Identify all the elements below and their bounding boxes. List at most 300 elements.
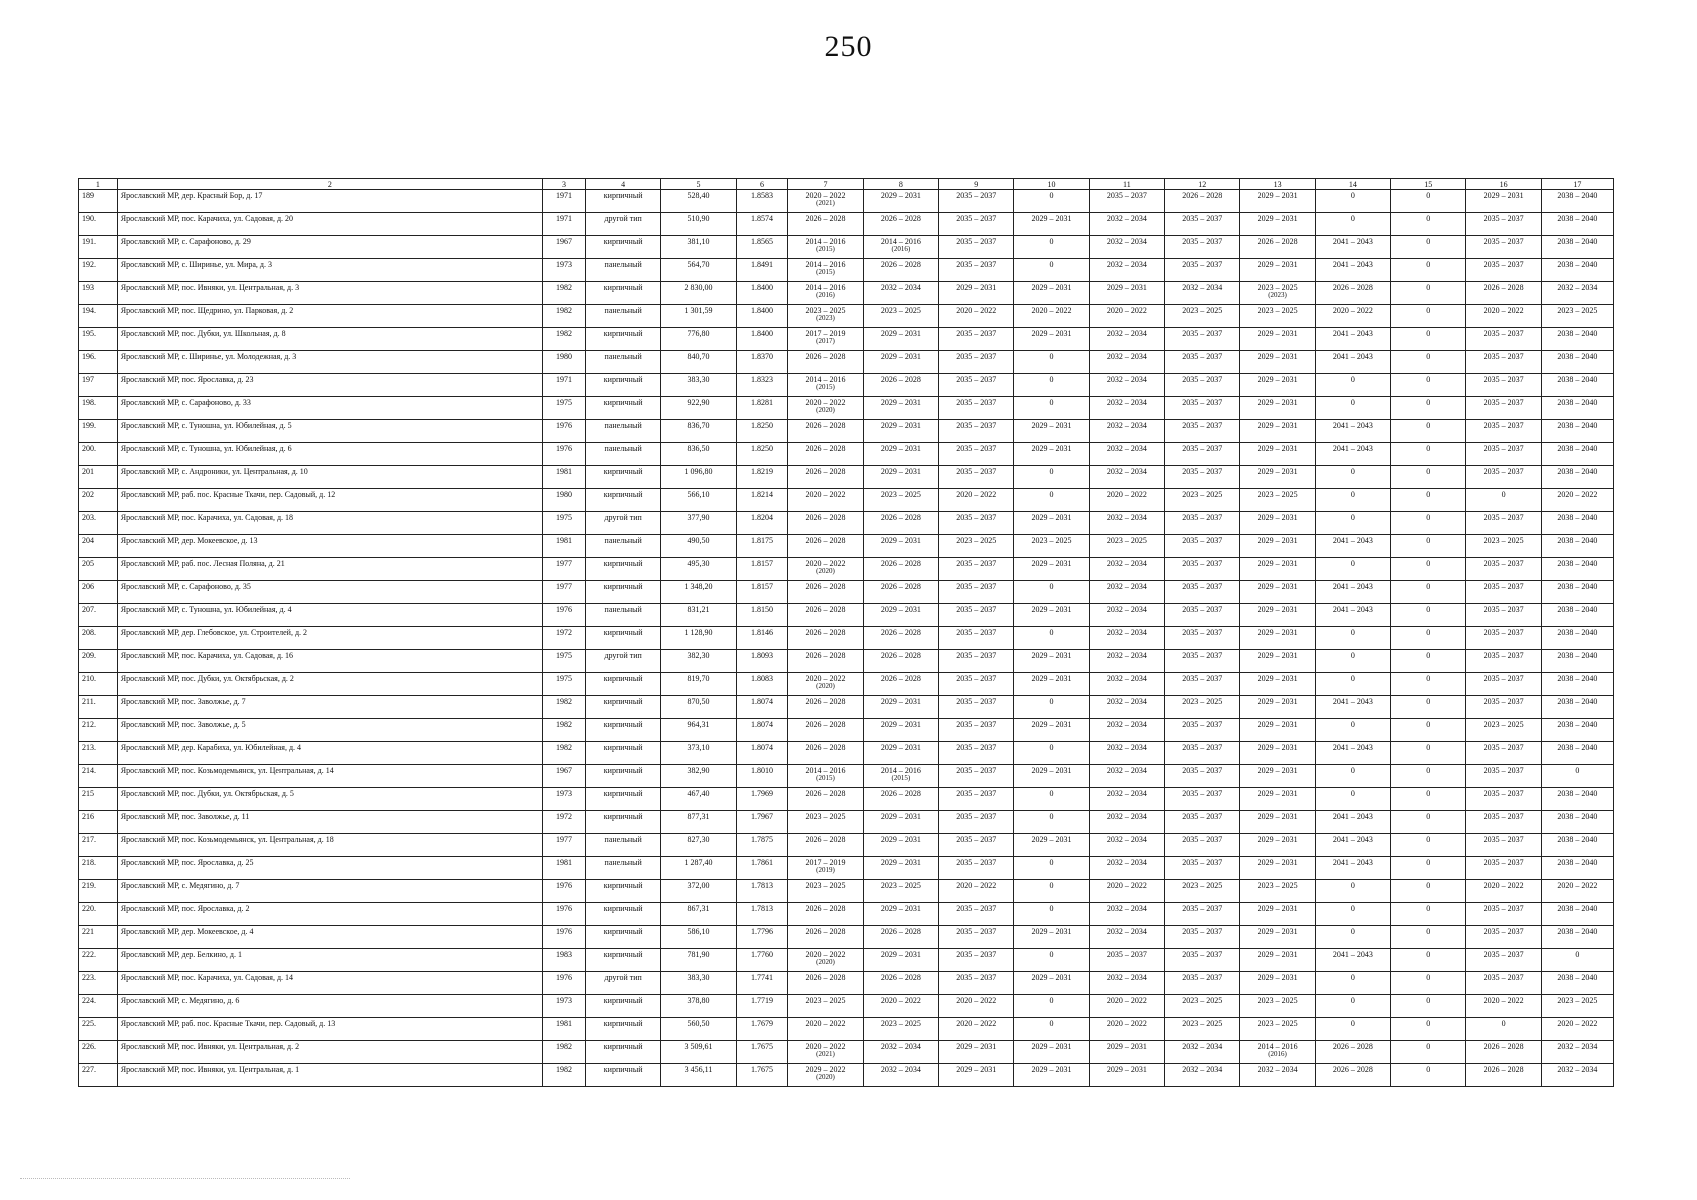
cell-value: 2035 – 2037 bbox=[1483, 743, 1524, 752]
cell-c14 bbox=[1315, 420, 1390, 443]
cell-value: 0 bbox=[1426, 490, 1431, 499]
cell-c7 bbox=[788, 374, 863, 397]
table-body bbox=[79, 190, 1614, 1087]
cell-value: 2032 – 2034 bbox=[880, 1065, 921, 1074]
cell-n bbox=[79, 282, 118, 305]
cell-value: кирпичный bbox=[603, 904, 643, 913]
cell-value: Ярославский МР, с. Туношна, ул. Юбилейная, д. 5 bbox=[120, 421, 292, 430]
cell-value: 2029 – 2031 bbox=[1031, 927, 1072, 936]
cell-c16 bbox=[1466, 1018, 1541, 1041]
cell-value: 2020 – 2022 bbox=[805, 398, 846, 407]
cell-value: 0 bbox=[1350, 927, 1355, 936]
cell-value: 194. bbox=[82, 306, 96, 315]
cell-c17 bbox=[1541, 558, 1613, 581]
cell-value: 2029 – 2031 bbox=[1031, 1042, 1072, 1051]
cell-coef bbox=[736, 512, 788, 535]
cell-c15 bbox=[1391, 719, 1466, 742]
cell-value: 2035 – 2037 bbox=[1182, 559, 1223, 568]
cell-value: 0 bbox=[1426, 904, 1431, 913]
cell-year bbox=[542, 742, 585, 765]
cell-value: 870,50 bbox=[687, 697, 710, 706]
cell-value: 2029 – 2031 bbox=[880, 697, 921, 706]
cell-c8 bbox=[863, 397, 938, 420]
cell-c17 bbox=[1541, 1041, 1613, 1064]
cell-area bbox=[661, 972, 736, 995]
cell-c7 bbox=[788, 742, 863, 765]
table-row bbox=[79, 765, 1614, 788]
cell-c9 bbox=[939, 489, 1014, 512]
cell-value: Ярославский МР, пос. Ивняки, ул. Центральная, д. 1 bbox=[120, 1065, 300, 1074]
cell-c16 bbox=[1466, 972, 1541, 995]
cell-value: 215 bbox=[82, 789, 94, 798]
cell-c16 bbox=[1466, 880, 1541, 903]
cell-c10 bbox=[1014, 581, 1089, 604]
cell-c10 bbox=[1014, 627, 1089, 650]
cell-value: 2035 – 2037 bbox=[1483, 973, 1524, 982]
column-header-6: 6 bbox=[736, 179, 788, 190]
cell-value: 1.8204 bbox=[751, 513, 773, 522]
cell-coef bbox=[736, 535, 788, 558]
cell-year bbox=[542, 696, 585, 719]
cell-c15 bbox=[1391, 1018, 1466, 1041]
cell-value: 2020 – 2022 bbox=[1106, 490, 1147, 499]
cell-value: 781,90 bbox=[687, 950, 710, 959]
table-row bbox=[79, 305, 1614, 328]
cell-n bbox=[79, 558, 118, 581]
cell-c14 bbox=[1315, 880, 1390, 903]
cell-value: 209. bbox=[82, 651, 96, 660]
cell-addr bbox=[117, 1018, 542, 1041]
cell-c14 bbox=[1315, 696, 1390, 719]
cell-value: 1.7741 bbox=[751, 973, 773, 982]
cell-n bbox=[79, 397, 118, 420]
cell-value: 2029 – 2031 bbox=[1257, 352, 1298, 361]
cell-value: 0 bbox=[1049, 467, 1054, 476]
cell-c7 bbox=[788, 259, 863, 282]
cell-c11 bbox=[1089, 903, 1164, 926]
cell-value: 189 bbox=[82, 191, 94, 200]
cell-value: 2029 – 2031 bbox=[880, 536, 921, 545]
cell-value: 2035 – 2037 bbox=[956, 720, 997, 729]
cell-value: 2035 – 2037 bbox=[956, 789, 997, 798]
cell-subvalue: (2020) bbox=[816, 567, 835, 575]
cell-c9 bbox=[939, 581, 1014, 604]
cell-value: Ярославский МР, с. Медягино, д. 7 bbox=[120, 881, 240, 890]
cell-year bbox=[542, 443, 585, 466]
cell-value: 2035 – 2037 bbox=[1182, 743, 1223, 752]
cell-c13 bbox=[1240, 535, 1315, 558]
cell-c14 bbox=[1315, 305, 1390, 328]
cell-value: 2 830,00 bbox=[684, 283, 713, 292]
cell-c8 bbox=[863, 558, 938, 581]
cell-value: 2029 – 2031 bbox=[1031, 421, 1072, 430]
cell-c14 bbox=[1315, 443, 1390, 466]
cell-value: 2029 – 2031 bbox=[880, 398, 921, 407]
cell-area bbox=[661, 903, 736, 926]
cell-c11 bbox=[1089, 880, 1164, 903]
cell-value: 1981 bbox=[555, 467, 572, 476]
cell-value: 2035 – 2037 bbox=[1483, 927, 1524, 936]
cell-c17 bbox=[1541, 673, 1613, 696]
cell-value: 2035 – 2037 bbox=[956, 352, 997, 361]
cell-c15 bbox=[1391, 420, 1466, 443]
cell-c10 bbox=[1014, 190, 1089, 213]
cell-value: 2023 – 2025 bbox=[1182, 1019, 1223, 1028]
cell-year bbox=[542, 880, 585, 903]
cell-value: 2041 – 2043 bbox=[1332, 582, 1373, 591]
cell-value: 0 bbox=[1426, 237, 1431, 246]
cell-c8 bbox=[863, 742, 938, 765]
cell-c12 bbox=[1165, 374, 1240, 397]
cell-c10 bbox=[1014, 351, 1089, 374]
cell-value: другой тип bbox=[604, 973, 642, 982]
cell-value: 383,30 bbox=[687, 973, 710, 982]
table-row bbox=[79, 811, 1614, 834]
cell-value: 0 bbox=[1426, 1019, 1431, 1028]
cell-year bbox=[542, 213, 585, 236]
cell-c15 bbox=[1391, 765, 1466, 788]
cell-c8 bbox=[863, 374, 938, 397]
cell-value: 2041 – 2043 bbox=[1332, 950, 1373, 959]
housing-repair-table bbox=[78, 178, 1614, 1087]
cell-value: Ярославский МР, дер. Глебовское, ул. Строителей, д. 2 bbox=[120, 628, 308, 637]
cell-value: 2038 – 2040 bbox=[1557, 835, 1598, 844]
cell-c10 bbox=[1014, 604, 1089, 627]
table-row bbox=[79, 466, 1614, 489]
cell-mat bbox=[585, 926, 660, 949]
table-row bbox=[79, 282, 1614, 305]
cell-value: 0 bbox=[1426, 559, 1431, 568]
cell-value: 1.7679 bbox=[751, 1019, 773, 1028]
cell-value: 2023 – 2025 bbox=[805, 996, 846, 1005]
cell-value: 1.8146 bbox=[751, 628, 773, 637]
cell-value: Ярославский МР, с. Туношна, ул. Юбилейная, д. 4 bbox=[120, 605, 292, 614]
cell-c12 bbox=[1165, 259, 1240, 282]
cell-c11 bbox=[1089, 213, 1164, 236]
cell-value: 2029 – 2031 bbox=[880, 444, 921, 453]
cell-c9 bbox=[939, 1064, 1014, 1087]
table-row bbox=[79, 696, 1614, 719]
cell-value: 2020 – 2022 bbox=[1483, 996, 1524, 1005]
cell-c12 bbox=[1165, 811, 1240, 834]
cell-value: 2032 – 2034 bbox=[1106, 375, 1147, 384]
cell-mat bbox=[585, 742, 660, 765]
cell-value: 2035 – 2037 bbox=[1106, 950, 1147, 959]
cell-c9 bbox=[939, 857, 1014, 880]
cell-value: 2041 – 2043 bbox=[1332, 835, 1373, 844]
cell-year bbox=[542, 1041, 585, 1064]
cell-value: 1.7967 bbox=[751, 812, 773, 821]
cell-value: Ярославский МР, раб. пос. Красные Ткачи, пер. Садовый, д. 13 bbox=[120, 1019, 336, 1028]
cell-value: 0 bbox=[1350, 559, 1355, 568]
cell-value: 1982 bbox=[555, 1042, 572, 1051]
cell-year bbox=[542, 995, 585, 1018]
cell-value: 2032 – 2034 bbox=[1106, 858, 1147, 867]
cell-value: 2020 – 2022 bbox=[956, 490, 997, 499]
cell-value: 2023 – 2025 bbox=[1257, 283, 1298, 292]
cell-n bbox=[79, 627, 118, 650]
cell-value: 2035 – 2037 bbox=[1483, 398, 1524, 407]
cell-addr bbox=[117, 903, 542, 926]
cell-year bbox=[542, 788, 585, 811]
cell-value: кирпичный bbox=[603, 1042, 643, 1051]
cell-value: Ярославский МР, пос. Ярославка, д. 23 bbox=[120, 375, 254, 384]
cell-c13 bbox=[1240, 972, 1315, 995]
cell-value: 1973 bbox=[555, 996, 572, 1005]
cell-addr bbox=[117, 328, 542, 351]
cell-c10 bbox=[1014, 374, 1089, 397]
cell-value: 2041 – 2043 bbox=[1332, 444, 1373, 453]
cell-c8 bbox=[863, 236, 938, 259]
cell-coef bbox=[736, 1018, 788, 1041]
cell-c12 bbox=[1165, 949, 1240, 972]
cell-value: 2029 – 2031 bbox=[1257, 191, 1298, 200]
cell-mat bbox=[585, 903, 660, 926]
cell-mat bbox=[585, 512, 660, 535]
cell-c17 bbox=[1541, 834, 1613, 857]
cell-value: панельный bbox=[604, 835, 642, 844]
cell-value: 2029 – 2031 bbox=[1257, 421, 1298, 430]
cell-mat bbox=[585, 972, 660, 995]
cell-c8 bbox=[863, 259, 938, 282]
cell-value: Ярославский МР, пос. Ивняки, ул. Центральная, д. 3 bbox=[120, 283, 300, 292]
cell-c10 bbox=[1014, 995, 1089, 1018]
cell-value: другой тип bbox=[604, 513, 642, 522]
cell-value: Ярославский МР, пос. Ярославка, д. 25 bbox=[120, 858, 254, 867]
cell-c11 bbox=[1089, 397, 1164, 420]
cell-value: 2020 – 2022 bbox=[805, 950, 846, 959]
cell-c17 bbox=[1541, 443, 1613, 466]
cell-c17 bbox=[1541, 765, 1613, 788]
cell-n bbox=[79, 328, 118, 351]
cell-c17 bbox=[1541, 903, 1613, 926]
cell-value: 1 128,90 bbox=[684, 628, 713, 637]
cell-value: 2041 – 2043 bbox=[1332, 697, 1373, 706]
cell-value: 0 bbox=[1350, 628, 1355, 637]
cell-addr bbox=[117, 282, 542, 305]
cell-value: 0 bbox=[1426, 835, 1431, 844]
cell-value: 564,70 bbox=[687, 260, 710, 269]
cell-value: 1977 bbox=[555, 559, 572, 568]
cell-c8 bbox=[863, 765, 938, 788]
cell-value: 2038 – 2040 bbox=[1557, 375, 1598, 384]
cell-value: 2020 – 2022 bbox=[1557, 1019, 1598, 1028]
cell-c14 bbox=[1315, 719, 1390, 742]
cell-c16 bbox=[1466, 351, 1541, 374]
table-row bbox=[79, 489, 1614, 512]
cell-value: 0 bbox=[1426, 628, 1431, 637]
cell-c17 bbox=[1541, 420, 1613, 443]
cell-value: 0 bbox=[1426, 306, 1431, 315]
cell-value: 226. bbox=[82, 1042, 96, 1051]
cell-value: Ярославский МР, пос. Ярославка, д. 2 bbox=[120, 904, 250, 913]
table-row bbox=[79, 213, 1614, 236]
cell-c11 bbox=[1089, 420, 1164, 443]
cell-c16 bbox=[1466, 926, 1541, 949]
cell-value: 0 bbox=[1049, 904, 1054, 913]
cell-c12 bbox=[1165, 397, 1240, 420]
cell-c14 bbox=[1315, 949, 1390, 972]
cell-c14 bbox=[1315, 765, 1390, 788]
cell-value: 2041 – 2043 bbox=[1332, 260, 1373, 269]
cell-value: 0 bbox=[1049, 950, 1054, 959]
cell-value: другой тип bbox=[604, 651, 642, 660]
cell-value: 216 bbox=[82, 812, 94, 821]
cell-addr bbox=[117, 949, 542, 972]
cell-c13 bbox=[1240, 765, 1315, 788]
cell-value: 2020 – 2022 bbox=[956, 881, 997, 890]
cell-c7 bbox=[788, 765, 863, 788]
cell-c9 bbox=[939, 650, 1014, 673]
cell-c13 bbox=[1240, 328, 1315, 351]
cell-value: 0 bbox=[1426, 329, 1431, 338]
cell-coef bbox=[736, 765, 788, 788]
cell-addr bbox=[117, 374, 542, 397]
cell-c15 bbox=[1391, 1064, 1466, 1087]
cell-c14 bbox=[1315, 397, 1390, 420]
cell-c9 bbox=[939, 765, 1014, 788]
column-header-4: 4 bbox=[585, 179, 660, 190]
cell-coef bbox=[736, 397, 788, 420]
cell-n bbox=[79, 903, 118, 926]
cell-value: 827,30 bbox=[687, 835, 710, 844]
cell-value: 2020 – 2022 bbox=[956, 1019, 997, 1028]
cell-subvalue: (2019) bbox=[816, 866, 835, 874]
cell-c8 bbox=[863, 972, 938, 995]
cell-value: кирпичный bbox=[603, 237, 643, 246]
cell-value: 2029 – 2031 bbox=[1257, 628, 1298, 637]
cell-year bbox=[542, 604, 585, 627]
cell-area bbox=[661, 259, 736, 282]
cell-value: 2035 – 2037 bbox=[956, 651, 997, 660]
cell-value: 2038 – 2040 bbox=[1557, 513, 1598, 522]
table-row bbox=[79, 190, 1614, 213]
cell-c16 bbox=[1466, 903, 1541, 926]
cell-c7 bbox=[788, 857, 863, 880]
cell-value: 2032 – 2034 bbox=[1106, 812, 1147, 821]
cell-year bbox=[542, 397, 585, 420]
cell-area bbox=[661, 719, 736, 742]
cell-c13 bbox=[1240, 604, 1315, 627]
cell-c10 bbox=[1014, 926, 1089, 949]
cell-value: 2029 – 2031 bbox=[1031, 973, 1072, 982]
cell-value: 0 bbox=[1049, 582, 1054, 591]
cell-c11 bbox=[1089, 282, 1164, 305]
cell-value: 2029 – 2022 bbox=[805, 1065, 846, 1074]
cell-c9 bbox=[939, 903, 1014, 926]
cell-area bbox=[661, 466, 736, 489]
cell-c16 bbox=[1466, 765, 1541, 788]
cell-value: 1975 bbox=[555, 513, 572, 522]
cell-value: 2023 – 2025 bbox=[805, 812, 846, 821]
cell-value: 200. bbox=[82, 444, 96, 453]
cell-c12 bbox=[1165, 650, 1240, 673]
cell-value: 0 bbox=[1350, 214, 1355, 223]
cell-c7 bbox=[788, 880, 863, 903]
cell-value: панельный bbox=[604, 421, 642, 430]
cell-area bbox=[661, 673, 736, 696]
cell-c16 bbox=[1466, 512, 1541, 535]
cell-c9 bbox=[939, 190, 1014, 213]
cell-c8 bbox=[863, 719, 938, 742]
cell-c17 bbox=[1541, 581, 1613, 604]
cell-c17 bbox=[1541, 627, 1613, 650]
cell-value: 1976 bbox=[555, 904, 572, 913]
cell-n bbox=[79, 443, 118, 466]
cell-year bbox=[542, 673, 585, 696]
cell-value: 0 bbox=[1350, 973, 1355, 982]
cell-c15 bbox=[1391, 903, 1466, 926]
cell-area bbox=[661, 811, 736, 834]
cell-year bbox=[542, 558, 585, 581]
cell-n bbox=[79, 351, 118, 374]
cell-value: 2023 – 2025 bbox=[805, 881, 846, 890]
cell-addr bbox=[117, 650, 542, 673]
cell-value: 2041 – 2043 bbox=[1332, 812, 1373, 821]
cell-value: 212. bbox=[82, 720, 96, 729]
table-row bbox=[79, 926, 1614, 949]
cell-c12 bbox=[1165, 328, 1240, 351]
cell-coef bbox=[736, 834, 788, 857]
cell-value: 2026 – 2028 bbox=[880, 789, 921, 798]
cell-c14 bbox=[1315, 788, 1390, 811]
cell-coef bbox=[736, 742, 788, 765]
cell-c15 bbox=[1391, 673, 1466, 696]
cell-value: 1982 bbox=[555, 329, 572, 338]
cell-value: 0 bbox=[1426, 1065, 1431, 1074]
cell-value: 2029 – 2031 bbox=[1257, 559, 1298, 568]
cell-c14 bbox=[1315, 811, 1390, 834]
cell-coef bbox=[736, 259, 788, 282]
cell-value: 2035 – 2037 bbox=[1182, 329, 1223, 338]
cell-value: 2035 – 2037 bbox=[1182, 858, 1223, 867]
cell-n bbox=[79, 788, 118, 811]
cell-value: 2029 – 2031 bbox=[1257, 950, 1298, 959]
cell-c14 bbox=[1315, 604, 1390, 627]
cell-value: 2026 – 2028 bbox=[880, 559, 921, 568]
cell-year bbox=[542, 1064, 585, 1087]
cell-area bbox=[661, 443, 736, 466]
cell-value: 2029 – 2031 bbox=[1257, 743, 1298, 752]
cell-c15 bbox=[1391, 443, 1466, 466]
cell-value: 378,80 bbox=[687, 996, 710, 1005]
cell-value: 224. bbox=[82, 996, 96, 1005]
cell-value: 0 bbox=[1426, 858, 1431, 867]
cell-c8 bbox=[863, 489, 938, 512]
cell-c7 bbox=[788, 719, 863, 742]
cell-value: 2032 – 2034 bbox=[1106, 513, 1147, 522]
cell-value: 2035 – 2037 bbox=[956, 674, 997, 683]
cell-c15 bbox=[1391, 696, 1466, 719]
cell-value: 2032 – 2034 bbox=[1106, 467, 1147, 476]
cell-value: 1972 bbox=[555, 812, 572, 821]
cell-year bbox=[542, 190, 585, 213]
cell-c15 bbox=[1391, 466, 1466, 489]
table-row bbox=[79, 949, 1614, 972]
cell-value: 2029 – 2031 bbox=[880, 812, 921, 821]
cell-value: 2029 – 2031 bbox=[1257, 904, 1298, 913]
cell-mat bbox=[585, 236, 660, 259]
cell-c16 bbox=[1466, 305, 1541, 328]
cell-value: кирпичный bbox=[603, 927, 643, 936]
cell-value: 1967 bbox=[555, 766, 572, 775]
cell-value: Ярославский МР, с. Ширинье, ул. Молодежная, д. 3 bbox=[120, 352, 297, 361]
cell-value: 1.8074 bbox=[751, 743, 773, 752]
cell-c11 bbox=[1089, 328, 1164, 351]
cell-subvalue: (2023) bbox=[816, 314, 835, 322]
cell-value: Ярославский МР, с. Туношна, ул. Юбилейная, д. 6 bbox=[120, 444, 292, 453]
cell-value: 2038 – 2040 bbox=[1557, 927, 1598, 936]
